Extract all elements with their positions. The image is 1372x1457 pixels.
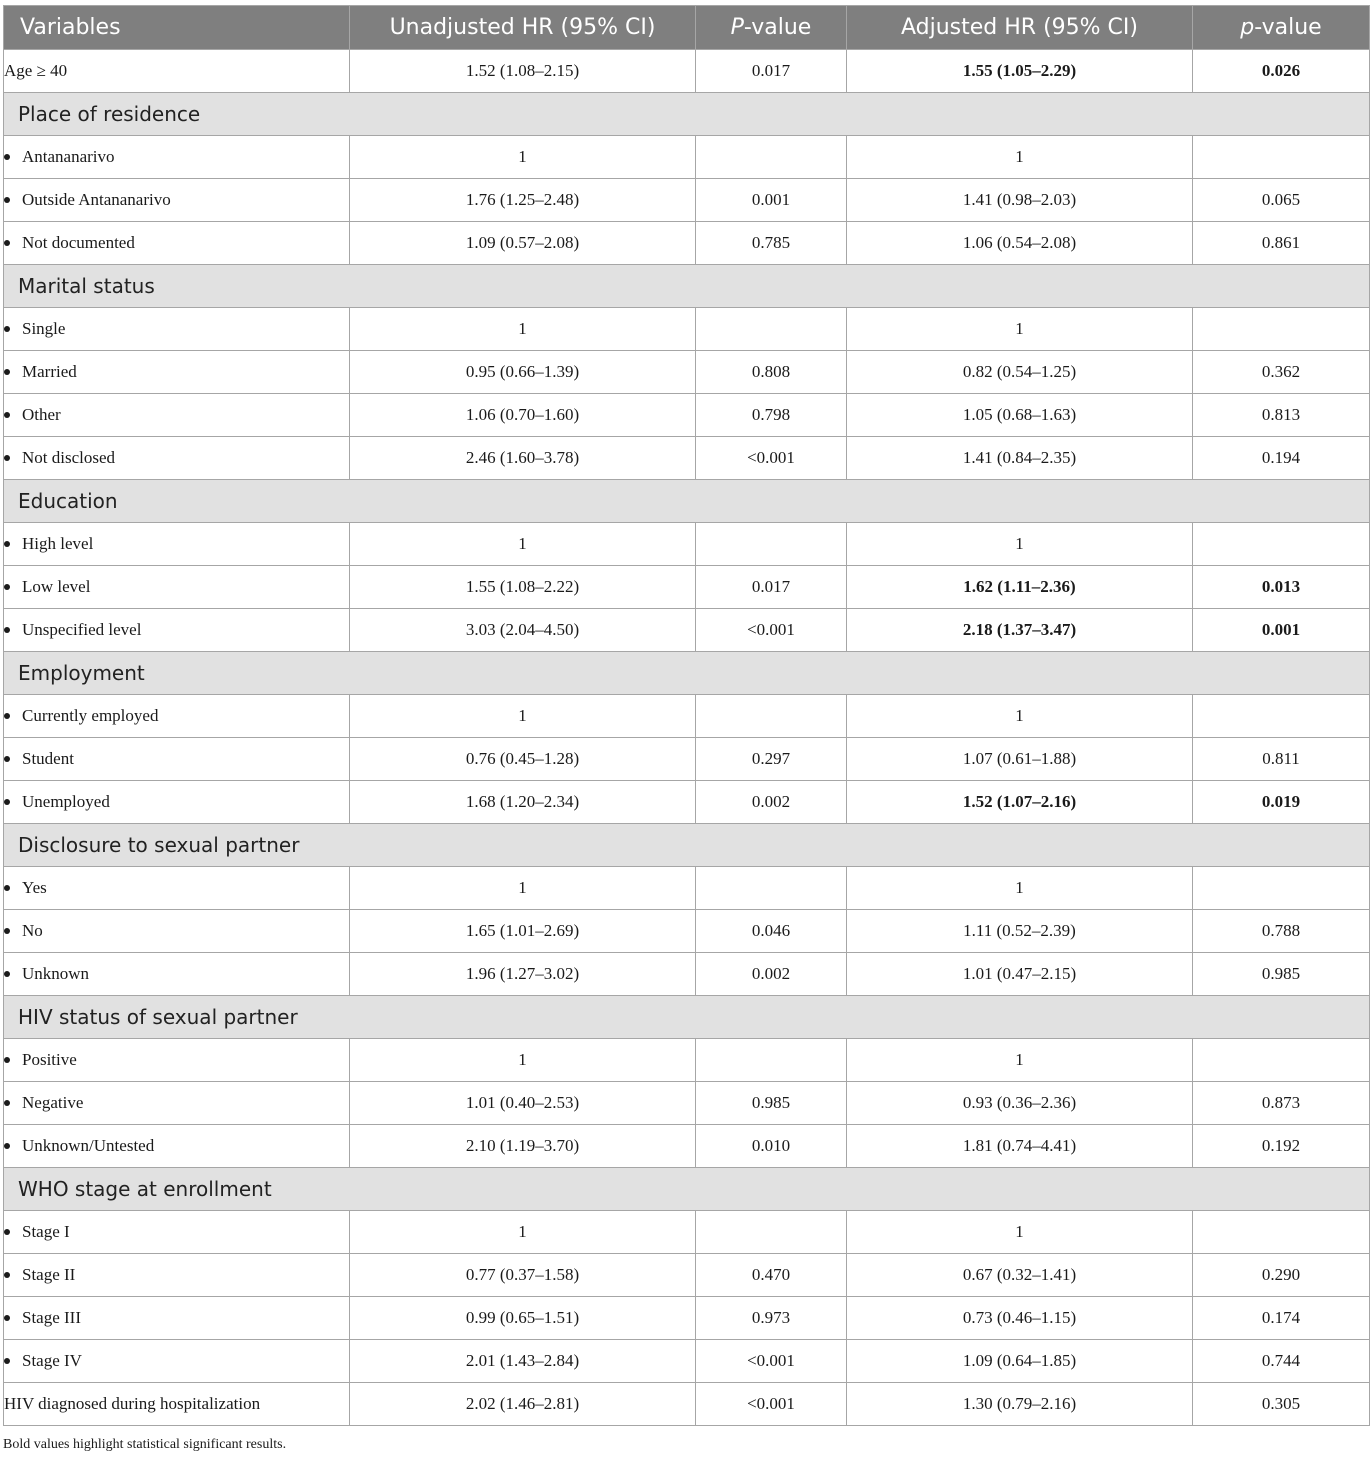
header-unadjusted-hr: Unadjusted HR (95% CI) — [350, 6, 696, 50]
unadjusted-hr-cell: 1 — [350, 1039, 696, 1082]
table-row — [4, 695, 1370, 738]
p-value-adjusted-cell: 0.873 — [1193, 1082, 1370, 1125]
section-row — [4, 652, 1370, 695]
header-p-italic: p — [1240, 15, 1255, 40]
p-value-unadjusted-cell: <0.001 — [696, 609, 847, 652]
variable-label: Single — [22, 319, 66, 338]
unadjusted-hr-cell: 1.01 (0.40–2.53) — [350, 1082, 696, 1125]
variable-label: Student — [22, 749, 74, 768]
table-row — [4, 1082, 1370, 1125]
section-row — [4, 824, 1370, 867]
adjusted-hr-cell: 1.07 (0.61–1.88) — [847, 738, 1193, 781]
variable-cell — [4, 1383, 350, 1426]
adjusted-hr-cell: 1 — [847, 695, 1193, 738]
table-row — [4, 566, 1370, 609]
header-p-suffix: -value — [743, 15, 812, 40]
bullet-icon — [4, 713, 10, 719]
variable-label: Stage II — [22, 1265, 76, 1284]
adjusted-hr-cell: 1.62 (1.11–2.36) — [847, 566, 1193, 609]
variable-label: Other — [22, 405, 61, 424]
variable-label: Outside Antananarivo — [22, 190, 171, 209]
variable-label: Stage I — [22, 1222, 70, 1241]
p-value-unadjusted-cell: 0.017 — [696, 566, 847, 609]
adjusted-hr-cell: 0.93 (0.36–2.36) — [847, 1082, 1193, 1125]
variable-label: Stage III — [22, 1308, 82, 1327]
hazard-ratio-table — [3, 5, 1370, 1426]
unadjusted-hr-cell: 1.52 (1.08–2.15) — [350, 50, 696, 93]
table-row — [4, 136, 1370, 179]
p-value-unadjusted-cell — [696, 308, 847, 351]
unadjusted-hr-cell: 2.01 (1.43–2.84) — [350, 1340, 696, 1383]
adjusted-hr-cell: 1.52 (1.07–2.16) — [847, 781, 1193, 824]
table-footnote: Bold values highlight statistical significant results. — [3, 1437, 287, 1452]
p-value-adjusted-cell — [1193, 1211, 1370, 1254]
adjusted-hr-cell: 1.09 (0.64–1.85) — [847, 1340, 1193, 1383]
variable-cell — [4, 609, 350, 652]
p-value-unadjusted-cell — [696, 136, 847, 179]
adjusted-hr-cell: 2.18 (1.37–3.47) — [847, 609, 1193, 652]
variable-label: Positive — [22, 1050, 77, 1069]
variable-label: Age ≥ 40 — [4, 61, 68, 80]
bullet-icon — [4, 1272, 10, 1278]
bullet-icon — [4, 412, 10, 418]
variable-cell — [4, 953, 350, 996]
bullet-icon — [4, 1143, 10, 1149]
p-value-adjusted-cell: 0.026 — [1193, 50, 1370, 93]
p-value-adjusted-cell: 0.194 — [1193, 437, 1370, 480]
variable-cell — [4, 1039, 350, 1082]
p-value-unadjusted-cell: 0.808 — [696, 351, 847, 394]
table-row — [4, 1340, 1370, 1383]
table-row — [4, 1254, 1370, 1297]
variable-label: Unknown — [22, 964, 90, 983]
unadjusted-hr-cell: 0.77 (0.37–1.58) — [350, 1254, 696, 1297]
p-value-adjusted-cell: 0.788 — [1193, 910, 1370, 953]
header-adjusted-hr: Adjusted HR (95% CI) — [847, 6, 1193, 50]
adjusted-hr-cell: 0.67 (0.32–1.41) — [847, 1254, 1193, 1297]
unadjusted-hr-cell: 1.65 (1.01–2.69) — [350, 910, 696, 953]
p-value-adjusted-cell: 0.305 — [1193, 1383, 1370, 1426]
p-value-unadjusted-cell: 0.470 — [696, 1254, 847, 1297]
p-value-unadjusted-cell: 0.798 — [696, 394, 847, 437]
variable-cell — [4, 695, 350, 738]
bullet-icon — [4, 541, 10, 547]
p-value-unadjusted-cell: <0.001 — [696, 437, 847, 480]
bullet-icon — [4, 1100, 10, 1106]
table-row — [4, 1125, 1370, 1168]
p-value-unadjusted-cell — [696, 523, 847, 566]
adjusted-hr-cell: 1.55 (1.05–2.29) — [847, 50, 1193, 93]
table-header-row — [4, 6, 1370, 50]
section-label: Place of residence — [4, 93, 1370, 136]
variable-label: HIV diagnosed during hospitalization — [4, 1394, 261, 1413]
p-value-unadjusted-cell: 0.002 — [696, 781, 847, 824]
adjusted-hr-cell: 1 — [847, 1211, 1193, 1254]
unadjusted-hr-cell: 0.99 (0.65–1.51) — [350, 1297, 696, 1340]
bullet-icon — [4, 1229, 10, 1235]
variable-label: Yes — [22, 878, 47, 897]
p-value-adjusted-cell: 0.861 — [1193, 222, 1370, 265]
unadjusted-hr-cell: 1.68 (1.20–2.34) — [350, 781, 696, 824]
variable-cell — [4, 566, 350, 609]
bullet-icon — [4, 885, 10, 891]
p-value-unadjusted-cell: <0.001 — [696, 1383, 847, 1426]
variable-cell — [4, 351, 350, 394]
p-value-unadjusted-cell — [696, 1211, 847, 1254]
adjusted-hr-cell: 1.01 (0.47–2.15) — [847, 953, 1193, 996]
table-row — [4, 179, 1370, 222]
p-value-unadjusted-cell — [696, 867, 847, 910]
variable-label: Married — [22, 362, 77, 381]
variable-cell — [4, 1211, 350, 1254]
header-p-value-adjusted — [1193, 6, 1370, 50]
p-value-unadjusted-cell: 0.046 — [696, 910, 847, 953]
variable-label: Unemployed — [22, 792, 110, 811]
bullet-icon — [4, 756, 10, 762]
unadjusted-hr-cell: 1 — [350, 695, 696, 738]
p-value-adjusted-cell: 0.362 — [1193, 351, 1370, 394]
table-body — [4, 50, 1370, 1426]
section-row — [4, 265, 1370, 308]
bullet-icon — [4, 799, 10, 805]
p-value-unadjusted-cell: 0.985 — [696, 1082, 847, 1125]
variable-cell — [4, 308, 350, 351]
unadjusted-hr-cell: 1.55 (1.08–2.22) — [350, 566, 696, 609]
adjusted-hr-cell: 1 — [847, 1039, 1193, 1082]
section-label: Employment — [4, 652, 1370, 695]
unadjusted-hr-cell: 1 — [350, 867, 696, 910]
adjusted-hr-cell: 1 — [847, 308, 1193, 351]
p-value-adjusted-cell: 0.811 — [1193, 738, 1370, 781]
unadjusted-hr-cell: 1 — [350, 1211, 696, 1254]
table-row — [4, 781, 1370, 824]
section-label: HIV status of sexual partner — [4, 996, 1370, 1039]
section-row — [4, 93, 1370, 136]
bullet-icon — [4, 1057, 10, 1063]
bullet-icon — [4, 971, 10, 977]
adjusted-hr-cell: 0.73 (0.46–1.15) — [847, 1297, 1193, 1340]
section-row — [4, 996, 1370, 1039]
variable-cell — [4, 437, 350, 480]
p-value-adjusted-cell: 0.065 — [1193, 179, 1370, 222]
bullet-icon — [4, 154, 10, 160]
p-value-adjusted-cell: 0.744 — [1193, 1340, 1370, 1383]
unadjusted-hr-cell: 2.46 (1.60–3.78) — [350, 437, 696, 480]
p-value-adjusted-cell: 0.001 — [1193, 609, 1370, 652]
p-value-unadjusted-cell: 0.017 — [696, 50, 847, 93]
variable-cell — [4, 738, 350, 781]
unadjusted-hr-cell: 1.09 (0.57–2.08) — [350, 222, 696, 265]
unadjusted-hr-cell: 1.76 (1.25–2.48) — [350, 179, 696, 222]
bullet-icon — [4, 584, 10, 590]
bullet-icon — [4, 1358, 10, 1364]
p-value-unadjusted-cell: 0.297 — [696, 738, 847, 781]
variable-cell — [4, 222, 350, 265]
section-label: Education — [4, 480, 1370, 523]
table-row — [4, 867, 1370, 910]
p-value-adjusted-cell — [1193, 695, 1370, 738]
adjusted-hr-cell: 0.82 (0.54–1.25) — [847, 351, 1193, 394]
variable-cell — [4, 1125, 350, 1168]
variable-label: No — [22, 921, 43, 940]
variable-cell — [4, 867, 350, 910]
adjusted-hr-cell: 1.11 (0.52–2.39) — [847, 910, 1193, 953]
p-value-adjusted-cell: 0.985 — [1193, 953, 1370, 996]
adjusted-hr-cell: 1 — [847, 523, 1193, 566]
table-row — [4, 308, 1370, 351]
bullet-icon — [4, 627, 10, 633]
table-row — [4, 50, 1370, 93]
table-row — [4, 1039, 1370, 1082]
unadjusted-hr-cell: 0.76 (0.45–1.28) — [350, 738, 696, 781]
variable-label: Unspecified level — [22, 620, 142, 639]
variable-label: Negative — [22, 1093, 84, 1112]
section-label: WHO stage at enrollment — [4, 1168, 1370, 1211]
unadjusted-hr-cell: 2.10 (1.19–3.70) — [350, 1125, 696, 1168]
adjusted-hr-cell: 1.41 (0.98–2.03) — [847, 179, 1193, 222]
p-value-adjusted-cell: 0.290 — [1193, 1254, 1370, 1297]
p-value-adjusted-cell: 0.019 — [1193, 781, 1370, 824]
section-label: Disclosure to sexual partner — [4, 824, 1370, 867]
header-p-suffix: -value — [1254, 15, 1322, 40]
unadjusted-hr-cell: 1.96 (1.27–3.02) — [350, 953, 696, 996]
header-p-italic: P — [730, 15, 744, 40]
variable-cell — [4, 50, 350, 93]
adjusted-hr-cell: 1.41 (0.84–2.35) — [847, 437, 1193, 480]
variable-label: Currently employed — [22, 706, 159, 725]
bullet-icon — [4, 197, 10, 203]
p-value-unadjusted-cell: 0.973 — [696, 1297, 847, 1340]
variable-cell — [4, 781, 350, 824]
variable-label: Unknown/Untested — [22, 1136, 155, 1155]
unadjusted-hr-cell: 1.06 (0.70–1.60) — [350, 394, 696, 437]
bullet-icon — [4, 455, 10, 461]
p-value-adjusted-cell: 0.013 — [1193, 566, 1370, 609]
variable-label: Stage IV — [22, 1351, 82, 1370]
variable-label: Not disclosed — [22, 448, 116, 467]
variable-label: Low level — [22, 577, 91, 596]
p-value-adjusted-cell — [1193, 136, 1370, 179]
table-row — [4, 523, 1370, 566]
p-value-unadjusted-cell — [696, 695, 847, 738]
p-value-unadjusted-cell: 0.785 — [696, 222, 847, 265]
variable-cell — [4, 1082, 350, 1125]
bullet-icon — [4, 240, 10, 246]
bullet-icon — [4, 928, 10, 934]
table-row — [4, 394, 1370, 437]
section-row — [4, 480, 1370, 523]
table-row — [4, 910, 1370, 953]
p-value-unadjusted-cell — [696, 1039, 847, 1082]
variable-cell — [4, 136, 350, 179]
header-p-value-unadjusted — [696, 6, 847, 50]
bullet-icon — [4, 369, 10, 375]
p-value-adjusted-cell — [1193, 867, 1370, 910]
table-row — [4, 1297, 1370, 1340]
section-row — [4, 1168, 1370, 1211]
p-value-unadjusted-cell: <0.001 — [696, 1340, 847, 1383]
p-value-unadjusted-cell: 0.010 — [696, 1125, 847, 1168]
p-value-adjusted-cell — [1193, 308, 1370, 351]
variable-label: High level — [22, 534, 94, 553]
p-value-adjusted-cell — [1193, 1039, 1370, 1082]
variable-label: Not documented — [22, 233, 135, 252]
adjusted-hr-cell: 1.05 (0.68–1.63) — [847, 394, 1193, 437]
unadjusted-hr-cell: 3.03 (2.04–4.50) — [350, 609, 696, 652]
variable-cell — [4, 523, 350, 566]
p-value-adjusted-cell: 0.813 — [1193, 394, 1370, 437]
table-row — [4, 953, 1370, 996]
adjusted-hr-cell: 1 — [847, 867, 1193, 910]
table-row — [4, 222, 1370, 265]
adjusted-hr-cell: 1.81 (0.74–4.41) — [847, 1125, 1193, 1168]
unadjusted-hr-cell: 0.95 (0.66–1.39) — [350, 351, 696, 394]
p-value-adjusted-cell: 0.174 — [1193, 1297, 1370, 1340]
unadjusted-hr-cell: 1 — [350, 136, 696, 179]
unadjusted-hr-cell: 1 — [350, 523, 696, 566]
variable-cell — [4, 179, 350, 222]
p-value-unadjusted-cell: 0.001 — [696, 179, 847, 222]
unadjusted-hr-cell: 1 — [350, 308, 696, 351]
adjusted-hr-cell: 1.06 (0.54–2.08) — [847, 222, 1193, 265]
p-value-adjusted-cell: 0.192 — [1193, 1125, 1370, 1168]
bullet-icon — [4, 326, 10, 332]
variable-cell — [4, 1254, 350, 1297]
p-value-unadjusted-cell: 0.002 — [696, 953, 847, 996]
adjusted-hr-cell: 1.30 (0.79–2.16) — [847, 1383, 1193, 1426]
table-row — [4, 738, 1370, 781]
section-label: Marital status — [4, 265, 1370, 308]
variable-label: Antananarivo — [22, 147, 115, 166]
variable-cell — [4, 1340, 350, 1383]
table-row — [4, 1383, 1370, 1426]
variable-cell — [4, 1297, 350, 1340]
table-row — [4, 437, 1370, 480]
variable-cell — [4, 394, 350, 437]
adjusted-hr-cell: 1 — [847, 136, 1193, 179]
table-row — [4, 609, 1370, 652]
variable-cell — [4, 910, 350, 953]
unadjusted-hr-cell: 2.02 (1.46–2.81) — [350, 1383, 696, 1426]
table-row — [4, 1211, 1370, 1254]
p-value-adjusted-cell — [1193, 523, 1370, 566]
header-variables: Variables — [4, 6, 350, 50]
bullet-icon — [4, 1315, 10, 1321]
table-row — [4, 351, 1370, 394]
